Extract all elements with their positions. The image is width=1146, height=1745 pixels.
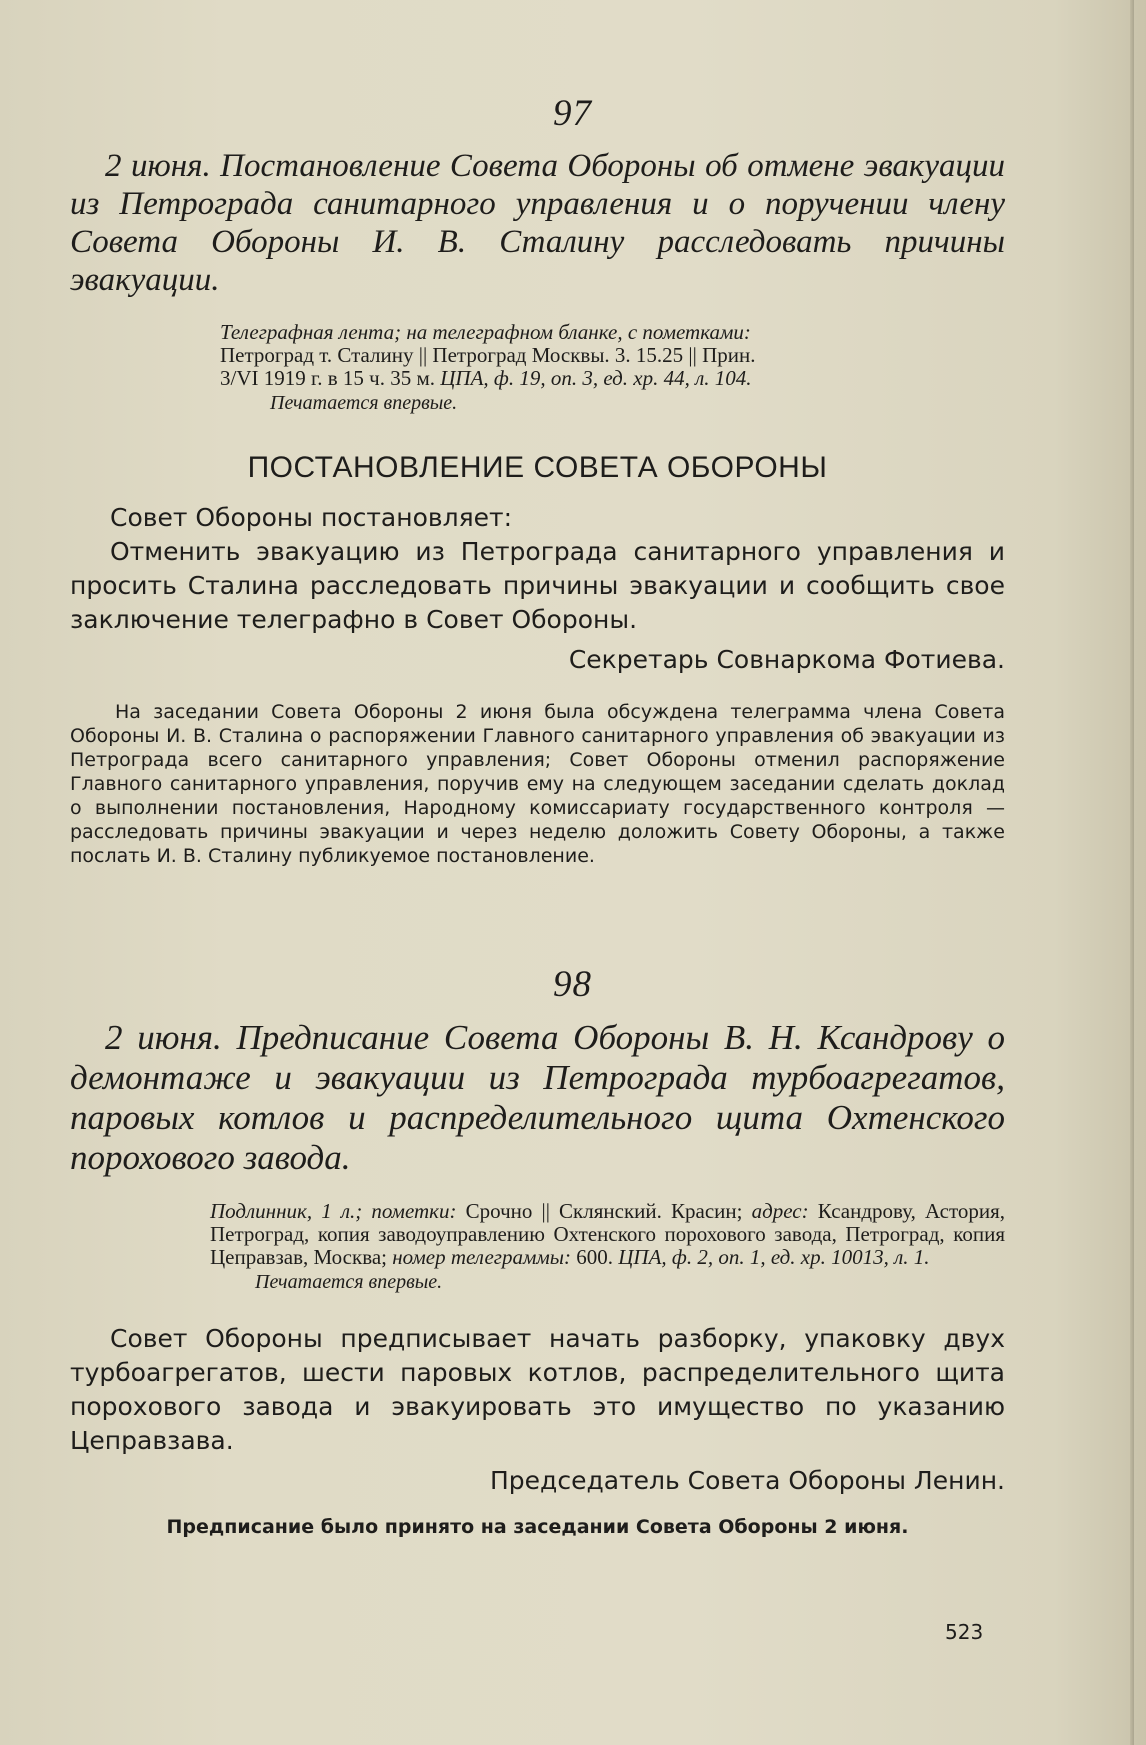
editorial-note: На заседании Совета Обороны 2 июня была обсуждена телеграмма члена Совета Обороны И. В. Сталина о распоряжении Главного санитарного управления об эвакуации из Петрограда всего санитарного управления; Совет Обороны отменил распоряжение Главного санитарного управления, поручив ему на следующем заседании сделать доклад о выполнении постановления, Народному комиссариату государственного контроля — расследовать причины эвакуации и через неделю доложить Совету Обороны, а также послать И. В. Сталину публикуемое постановление. <box>70 701 1005 867</box>
page-number: 523 <box>945 1620 984 1644</box>
source-line: Телеграфная лента; на телеграфном бланке, с пометками: <box>220 320 751 344</box>
source-date: 3/VI 1919 г. в 15 ч. 35 м. <box>220 366 441 390</box>
telegram-number: 600. <box>576 1245 619 1269</box>
editorial-note: Предписание было принято на заседании Совета Обороны 2 июня. <box>166 1516 909 1538</box>
source-label: адрес: <box>751 1199 818 1223</box>
document-title: ПОСТАНОВЛЕНИЕ СОВЕТА ОБОРОНЫ <box>247 451 828 484</box>
archive-reference: ЦПА, ф. 19, оп. 3, ед. хр. 44, л. 104. <box>440 366 752 390</box>
body-paragraph: Совет Обороны постановляет: <box>110 503 512 532</box>
section-gap <box>70 868 1005 963</box>
source-line <box>220 367 1005 390</box>
publication-note: Печатается впервые. <box>255 1271 443 1293</box>
archive-reference: ЦПА, ф. 2, оп. 1, ед. хр. 10013, л. 1. <box>618 1245 930 1269</box>
document-number: 98 <box>553 964 592 1005</box>
source-label: Подлинник, 1 л.; пометки: <box>210 1199 466 1223</box>
page-edge <box>1130 0 1134 1745</box>
source-line: Петроград т. Сталину || Петроград Москвы. 3. 15.25 || Прин. <box>220 343 756 367</box>
page-content <box>70 92 1005 1539</box>
source-note <box>210 1200 1005 1269</box>
body-paragraph: Совет Обороны предписывает начать разборку, упаковку двух турбоагрегатов, шести паровых котлов, распределительного щита порохового завода и эвакуировать это имущество по указанию Цеправзава. <box>70 1324 1005 1455</box>
body-paragraph: Отменить эвакуацию из Петрограда санитарного управления и просить Сталина расследовать причины эвакуации и сообщить свое заключение телеграфно в Совет Обороны. <box>70 537 1005 634</box>
source-address: Ксандрову, Астория, Петроград, копия заводоуправлению Охтенского порохового завода, Петроград, копия Цеправзав, Москва; <box>210 1199 1006 1269</box>
document-98 <box>70 963 1005 1539</box>
source-label: номер телеграммы: <box>392 1245 577 1269</box>
document-heading: 2 июня. Постановление Совета Обороны об отмене эвакуации из Петрограда санитарного управления и о поручении члену Совета Обороны И. В. Сталину расследовать причины эвакуации. <box>70 148 1005 298</box>
document-heading: 2 июня. Предписание Совета Обороны В. Н. Ксандрову о демонтаже и эвакуации из Петрограда турбоагрегатов, паровых котлов и распределительного щита Охтенского порохового завода. <box>70 1018 1005 1177</box>
signature: Секретарь Совнаркома Фотиева. <box>568 645 1005 674</box>
signature: Председатель Совета Обороны Ленин. <box>489 1466 1005 1495</box>
source-note <box>220 321 1005 390</box>
document-97 <box>70 92 1005 868</box>
document-number: 97 <box>553 93 592 134</box>
publication-note: Печатается впервые. <box>270 392 458 414</box>
source-marks: Срочно || Склянский. Красин; <box>465 1199 752 1223</box>
